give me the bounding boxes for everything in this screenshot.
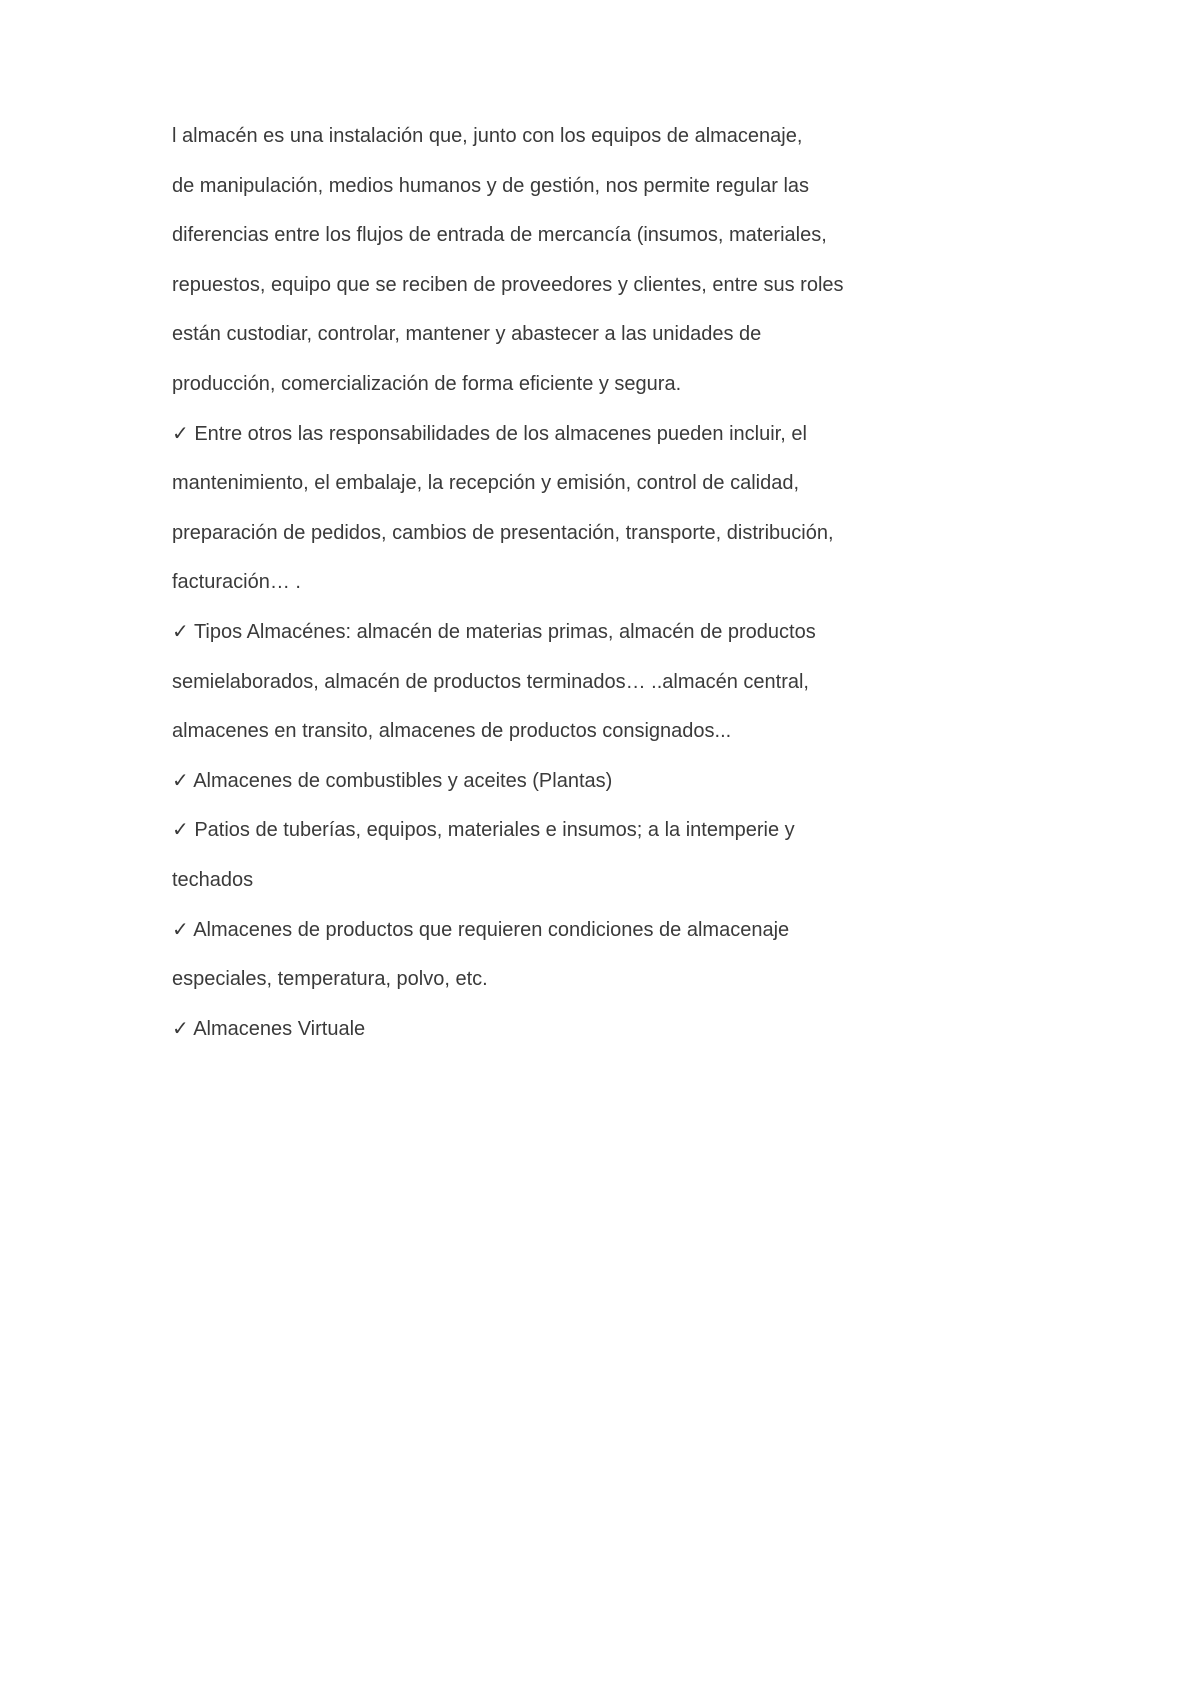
text-line-3: diferencias entre los flujos de entrada de mercancía (insumos, materiales, <box>172 224 827 247</box>
bullet-special-conditions: ✓ Almacenes de productos que requieren condiciones de almacenaje <box>172 918 790 941</box>
text-line-2: de manipulación, medios humanos y de gestión, nos permite regular las <box>172 174 810 197</box>
text-line-1: l almacén es una instalación que, junto con los equipos de almacenaje, <box>172 125 803 147</box>
text-line-6: producción, comercialización de forma eficiente y segura. <box>172 372 682 395</box>
text-line-18: especiales, temperatura, polvo, etc. <box>172 968 488 991</box>
bullet-responsibilities: ✓ Entre otros las responsabilidades de los almacenes pueden incluir, el <box>172 422 807 445</box>
body-text <box>172 112 972 1054</box>
text-line-13: almacenes en transito, almacenes de productos consignados... <box>172 720 732 743</box>
bullet-pipe-yards: ✓ Patios de tuberías, equipos, materiales e insumos; a la intemperie y <box>172 819 795 842</box>
text-line-5: están custodiar, controlar, mantener y abastecer a las unidades de <box>172 323 762 346</box>
bullet-virtual-warehouses: ✓ Almacenes Virtuale <box>172 1017 366 1040</box>
text-line-12: semielaborados, almacén de productos terminados… ..almacén central, <box>172 670 809 693</box>
text-line-8: mantenimiento, el embalaje, la recepción y emisión, control de calidad, <box>172 472 800 495</box>
text-line-9: preparación de pedidos, cambios de presentación, transporte, distribución, <box>172 521 834 544</box>
bullet-warehouse-types: ✓ Tipos Almacénes: almacén de materias primas, almacén de productos <box>172 620 816 643</box>
text-line-4: repuestos, equipo que se reciben de proveedores y clientes, entre sus roles <box>172 273 844 296</box>
bullet-fuel-warehouses: ✓ Almacenes de combustibles y aceites (Plantas) <box>172 769 613 792</box>
text-line-16: techados <box>172 868 254 891</box>
text-line-10: facturación… . <box>172 571 301 594</box>
